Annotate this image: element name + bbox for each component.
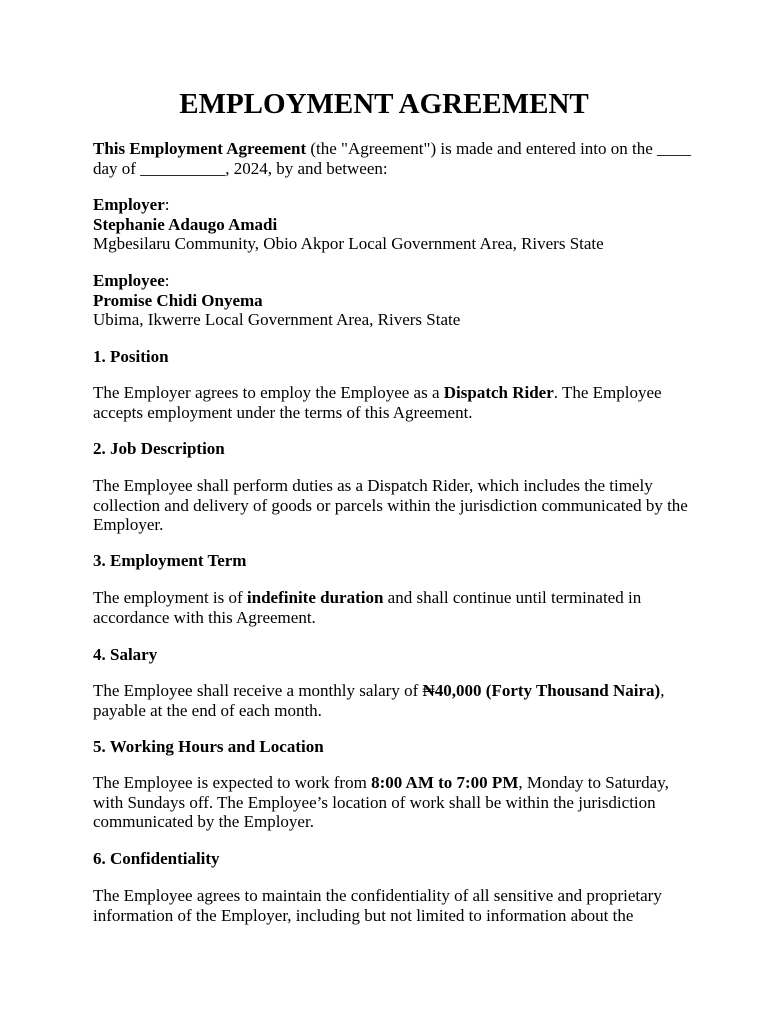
salary-amount: ₦40,000 (Forty Thousand Naira) xyxy=(422,681,661,700)
intro-text: (the "Agreement") is made and entered into on the ____ day of __________, 2024, by and between: xyxy=(93,139,692,178)
section-body-position: The Employer agrees to employ the Employee as a Dispatch Rider. The Employee accepts employment under the terms of this Agreement. xyxy=(93,383,662,422)
section-heading-salary: 4. Salary xyxy=(93,645,158,664)
intro-paragraph xyxy=(93,139,703,178)
employer-address: Mgbesilaru Community, Obio Akpor Local Government Area, Rivers State xyxy=(93,234,604,253)
job-title: Dispatch Rider xyxy=(443,383,554,402)
section-heading-confidentiality: 6. Confidentiality xyxy=(93,849,220,868)
working-hours: 8:00 AM to 7:00 PM xyxy=(371,773,519,792)
section-heading-position: 1. Position xyxy=(93,347,169,366)
section-body-confidentiality: The Employee agrees to maintain the confidentiality of all sensitive and proprietary information of the Employer, including but not limited to information about the xyxy=(93,886,662,925)
section-body-employment-term: The employment is of indefinite duration and shall continue until terminated in accordance with this Agreement. xyxy=(93,588,642,627)
document-title: EMPLOYMENT AGREEMENT xyxy=(179,88,589,120)
employee-label: Employee xyxy=(93,271,165,290)
section-body-salary: The Employee shall receive a monthly salary of ₦40,000 (Forty Thousand Naira), payable at the end of each month. xyxy=(93,681,665,720)
section-body-working-hours: The Employee is expected to work from 8:00 AM to 7:00 PM, Monday to Saturday, with Sundays off. The Employee’s location of work shall be within the jurisdiction communicated by the Employer. xyxy=(93,773,669,831)
employer-block: Employer: Stephanie Adaugo Amadi Mgbesilaru Community, Obio Akpor Local Government Area, Rivers State xyxy=(93,195,703,254)
employer-name: Stephanie Adaugo Amadi xyxy=(93,214,278,234)
employee-block: Employee: Promise Chidi Onyema Ubima, Ikwerre Local Government Area, Rivers State xyxy=(93,271,703,330)
section-heading-employment-term: 3. Employment Term xyxy=(93,551,247,570)
employee-address: Ubima, Ikwerre Local Government Area, Rivers State xyxy=(93,310,461,329)
intro-lead: This Employment Agreement xyxy=(93,139,307,158)
employer-label: Employer xyxy=(93,195,165,214)
employee-name: Promise Chidi Onyema xyxy=(93,290,263,310)
section-heading-working-hours: 5. Working Hours and Location xyxy=(93,737,324,756)
section-body-job-description: The Employee shall perform duties as a Dispatch Rider, which includes the timely collection and delivery of goods or parcels within the jurisdiction communicated by the Employer. xyxy=(93,476,688,534)
term-duration: indefinite duration xyxy=(246,588,384,607)
section-heading-job-description: 2. Job Description xyxy=(93,439,225,458)
